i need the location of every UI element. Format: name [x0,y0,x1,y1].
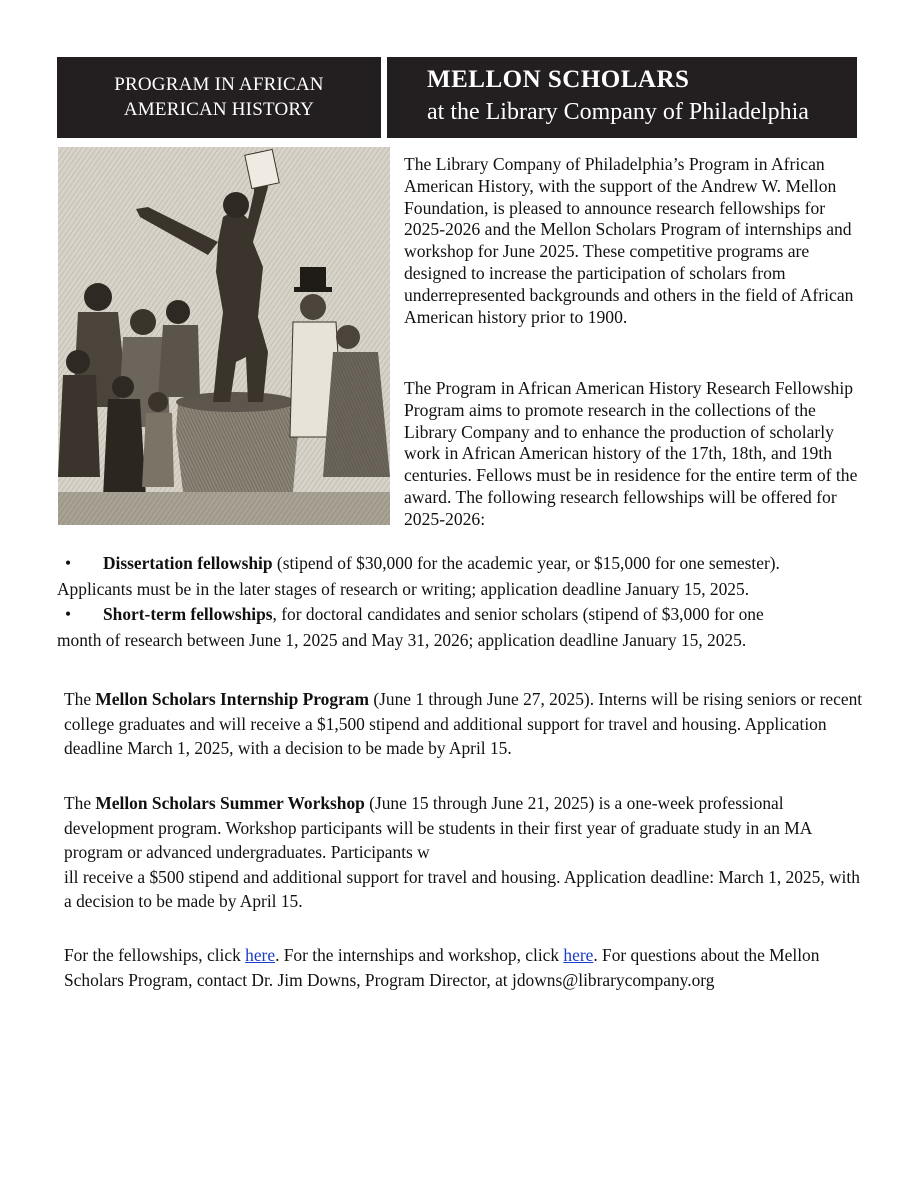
internship-details: (June 1 through June 27, 2025). Interns will be rising seniors or recent college graduates and will receive a $1,500 stipend and additional support for travel and housing. Application deadline March 1, 2025, with a decision to be made by April 15. [64,689,863,758]
fellowship-list [57,551,877,653]
internships-workshop-link[interactable]: here [563,945,594,965]
fellowship-details-line2: Applicants must be in the later stages of research or writing; application deadline January 15, 2025. [57,578,750,599]
fellowship-details-line2: month of research between June 1, 2025 and May 31, 2026; application deadline January 15, 2025. [57,629,747,650]
research-fellowship-paragraph: The Program in African American History Research Fellowship Program aims to promote research in the collections of the Library Company and to enhance the production of scholarly work in African American history of the 17th, 18th, and 19th centuries. Fellows must be in residence for the entire term of the award. The following research fellowships will be offered for 2025-2026: [404,378,858,529]
workshop-pre: The [64,793,96,813]
historical-engraving-illustration [58,147,390,525]
internship-program-name: Mellon Scholars Internship Program [95,689,369,709]
workshop-details: (June 15 through June 21, 2025) is a one-week professional development program. Workshop participants will be students in their first year of graduate study in an MA program or advanced undergraduates. Participants w [64,793,812,862]
engraving-drawing [58,147,390,525]
list-item [57,602,877,628]
title-header-box [387,57,857,138]
fellowship-name: Short-term fellowships [103,604,273,624]
fellowship-details: , for doctoral candidates and senior scholars (stipend of $3,000 for one [272,604,764,624]
bullet-icon: • [65,553,72,573]
program-header-box [57,57,381,138]
contact-paragraph [64,943,864,992]
bullet-icon: • [65,604,72,624]
internship-pre: The [64,689,96,709]
intro-paragraph: The Library Company of Philadelphia’s Program in African American History, with the support of the Andrew W. Mellon Foundation, is pleased to announce research fellowships for 2025-2026 and the Mellon Scholars Program of internships and workshop for June 2025. These competitive programs are designed to increase the participation of scholars from underrepresented backgrounds and others in the field of African American history prior to 1900. [404,154,854,327]
page-subtitle: at the Library Company of Philadelphia [427,99,809,125]
fellowship-details: (stipend of $30,000 for the academic year, or $15,000 for one semester). [272,553,780,573]
list-item [57,551,877,577]
links-text-1: For the fellowships, click [64,945,246,965]
fellowships-link[interactable]: here [245,945,276,965]
workshop-paragraph [64,791,864,914]
fellowship-name: Dissertation fellowship [103,553,273,573]
internship-paragraph [64,687,864,761]
links-text-3: . For questions about the Mellon Scholars Program, contact Dr. Jim Downs, Program Director, at jdowns@librarycompany.org [64,945,820,990]
links-text-2: . For the internships and workshop, click [275,945,564,965]
workshop-details-cont: ill receive a $500 stipend and additional support for travel and housing. Application deadline: March 1, 2025, with a decision to be made by April 15. [64,866,860,911]
program-name-line2: AMERICAN HISTORY [123,99,315,120]
program-name-line1: PROGRAM IN AFRICAN [114,74,324,95]
workshop-program-name: Mellon Scholars Summer Workshop [95,793,365,813]
page-title: MELLON SCHOLARS [427,66,690,93]
